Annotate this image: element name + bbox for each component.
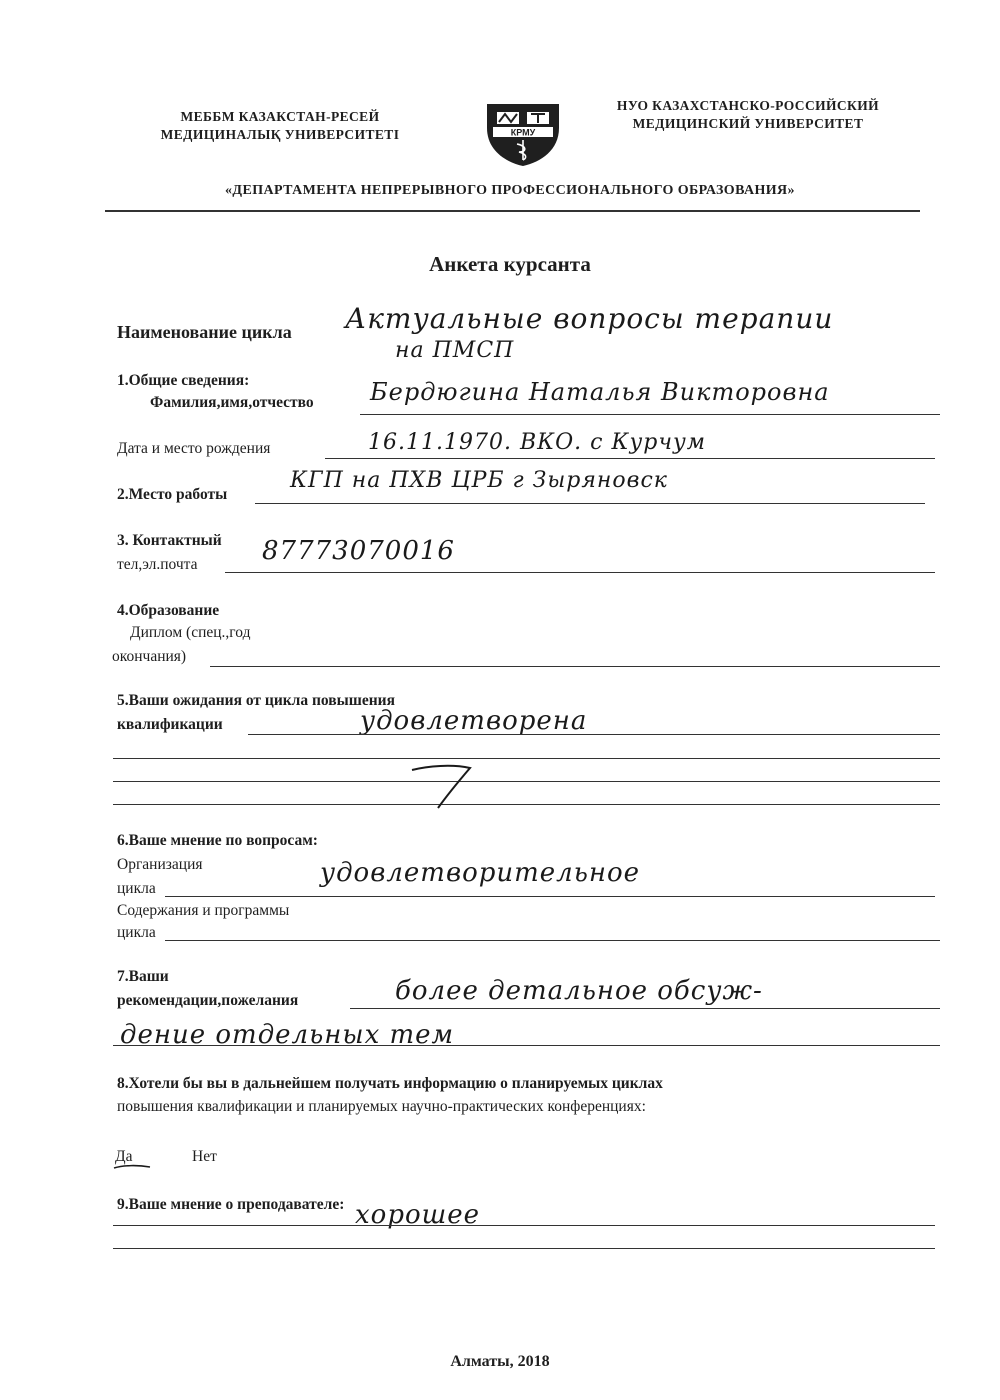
contact-value: 87773070016	[262, 536, 455, 566]
fio-value: Бердюгина Наталья Викторовна	[370, 378, 830, 406]
diploma-label-line-2: окончания)	[112, 648, 187, 665]
recommendations-underline-1	[350, 1008, 940, 1009]
info-question-line-2: повышения квалификации и планируемых научно-практических конференциях:	[117, 1098, 646, 1115]
birth-label: Дата и место рождения	[117, 440, 271, 457]
opinion-label: 6.Ваше мнение по вопросам:	[117, 832, 318, 849]
dash-scribble	[408, 760, 478, 812]
logo-text: КРМУ	[510, 127, 536, 138]
header-divider	[105, 210, 920, 212]
contact-label-line-2: тел,эл.почта	[117, 556, 198, 573]
organization-value: удовлетворительное	[320, 858, 641, 888]
teacher-value: хорошее	[355, 1200, 481, 1230]
birth-value: 16.11.1970. ВКО. с Курчум	[368, 430, 707, 455]
contact-underline	[225, 572, 935, 573]
organization-label-line-1: Организация	[117, 856, 203, 873]
recommendations-value-line-1: более детальное обсуж-	[395, 976, 763, 1006]
department-name: «ДЕПАРТАМЕНТА НЕПРЕРЫВНОГО ПРОФЕССИОНАЛЬНОГО ОБРАЗОВАНИЯ»	[225, 183, 795, 198]
option-yes[interactable]: Да	[115, 1148, 133, 1165]
header-right-line-2: МЕДИЦИНСКИЙ УНИВЕРСИТЕТ	[632, 116, 864, 131]
footer-city-year: Алматы, 2018	[450, 1353, 550, 1370]
organization-underline	[165, 896, 935, 897]
teacher-underline-1	[113, 1225, 935, 1226]
cycle-value-line-2: на ПМСП	[395, 338, 515, 363]
header-right-line-1: НУО КАЗАХСТАНСКО-РОССИЙСКИЙ	[616, 98, 880, 113]
work-label: 2.Место работы	[117, 486, 228, 503]
general-info-label: 1.Общие сведения:	[117, 372, 250, 389]
header-left	[140, 108, 420, 144]
expectations-underline-1	[248, 734, 940, 735]
recommendations-underline-2	[113, 1045, 940, 1046]
expectations-underline-2	[113, 758, 940, 759]
birth-underline	[325, 458, 935, 459]
header-right	[588, 97, 908, 133]
header-left-line-2: МЕДИЦИНАЛЫҚ УНИВЕРСИТЕТІ	[160, 127, 400, 142]
contact-label-line-1: 3. Контактный	[117, 532, 222, 549]
expectations-label-line-1: 5.Ваши ожидания от цикла повышения	[117, 692, 395, 709]
recommendations-label-line-2: рекомендации,пожелания	[117, 992, 299, 1009]
expectations-underline-4	[113, 804, 940, 805]
expectations-label-line-2: квалификации	[117, 716, 223, 733]
content-underline	[165, 940, 940, 941]
education-label: 4.Образование	[117, 602, 220, 619]
recommendations-label-line-1: 7.Ваши	[117, 968, 169, 985]
expectations-value: удовлетворена	[360, 706, 588, 736]
diploma-label-line-1: Диплом (спец.,год	[130, 624, 251, 641]
option-no[interactable]: Нет	[192, 1148, 217, 1165]
info-question-line-1: 8.Хотели бы вы в дальнейшем получать информацию о планируемых циклах	[117, 1075, 663, 1092]
teacher-underline-2	[113, 1248, 935, 1249]
work-underline	[255, 503, 925, 504]
cycle-label: Наименование цикла	[117, 322, 292, 342]
recommendations-value-line-2: дение отдельных тем	[120, 1020, 455, 1050]
yes-mark	[112, 1162, 152, 1172]
organization-label-line-2: цикла	[117, 880, 156, 897]
fio-underline	[360, 414, 940, 415]
content-label-line-2: цикла	[117, 924, 156, 941]
diploma-underline	[210, 666, 940, 667]
fio-label: Фамилия,имя,отчество	[150, 394, 314, 411]
teacher-label: 9.Ваше мнение о преподавателе:	[117, 1196, 345, 1213]
expectations-underline-3	[113, 781, 940, 782]
cycle-value-line-1: Актуальные вопросы терапии	[345, 302, 834, 335]
university-logo	[483, 100, 563, 168]
work-value: КГП на ПХВ ЦРБ г Зыряновск	[290, 468, 668, 493]
form-title: Анкета курсанта	[429, 252, 591, 276]
header-left-line-1: МЕББМ КАЗАКСТАН-РЕСЕЙ	[180, 109, 380, 124]
content-label-line-1: Содержания и программы	[117, 902, 290, 919]
